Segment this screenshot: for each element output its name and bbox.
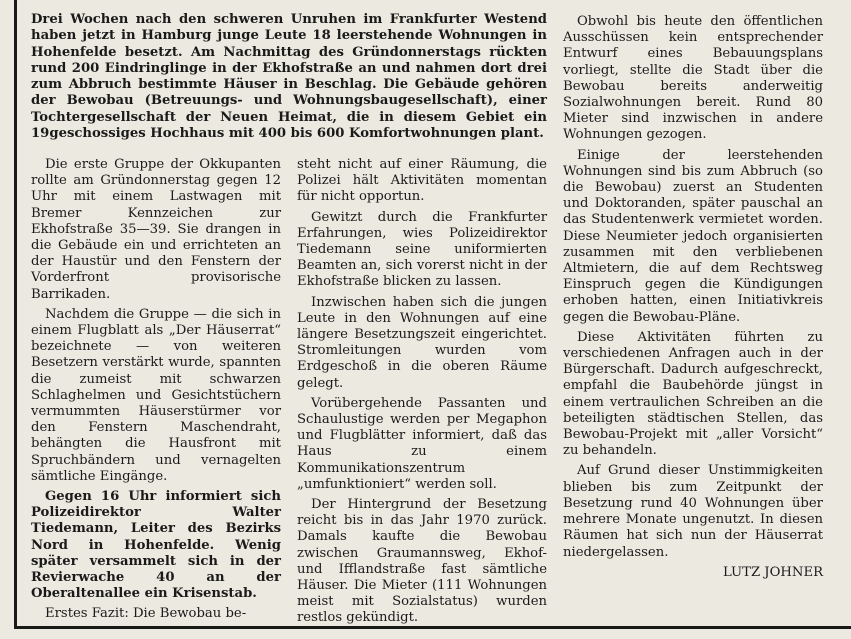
article-column-1 bbox=[31, 157, 281, 627]
paragraph: Inzwischen haben sich die jungen Leute in den Wohnungen auf eine längere Besetzungszeit eingerichtet. Stromleitungen wurden vom Erdgeschoß in die oberen Räume gelegt. bbox=[297, 294, 547, 391]
paragraph: Der Hintergrund der Besetzung reicht bis in das Jahr 1970 zurück. Damals kaufte die Bewobau zwischen Graumannsweg, Ekhof- und Ifflandstraße fast sämtliche Häuser. Die Mieter (111 Wohnungen meist mit Sozialstatus) wurden restlos gekündigt. bbox=[297, 497, 547, 626]
frame-left-rule bbox=[14, 0, 17, 629]
article-column-3 bbox=[563, 14, 823, 585]
article-column-2 bbox=[297, 157, 547, 631]
paragraph: Auf Grund dieser Unstimmigkeiten blieben bis zum Zeitpunkt der Besetzung rund 40 Wohnungen über mehrere Monate ungenutzt. In diesen Räumen hat sich nun der Häuserrat niedergelassen. bbox=[563, 463, 823, 560]
paragraph: Erstes Fazit: Die Bewobau be- bbox=[45, 606, 247, 622]
article-lead: Drei Wochen nach den schweren Unruhen im Frankfurter Westend haben jetzt in Hamburg junge Leute 18 leerstehende Wohnungen in Hohenfelde besetzt. Am Nachmittag des Gründonnerstags rückten rund 200 Eindringlinge in der Ekhofstraße an und nahmen dort drei zum Abbruch bestimmte Häuser in Beschlag. Die Gebäude gehören der Bewobau (Betreuungs- und Wohnungsbaugesellschaft), einer Tochtergesellschaft der Neuen Heimat, die in diesem Gebiet ein 19geschossiges Hochhaus mit 400 bis 600 Komfortwohnungen plant. bbox=[31, 12, 547, 142]
paragraph: steht nicht auf einer Räumung, die Polizei hält Aktivitäten momentan für nicht opportun. bbox=[297, 157, 547, 205]
paragraph: Obwohl bis heute den öffentlichen Ausschüssen kein entsprechender Entwurf eines Bebauungsplans vorliegt, stellte die Stadt über die Bewobau bereits anderweitig Sozialwohnungen bereit. Rund 80 Mieter sind inzwischen in andere Wohnungen gezogen. bbox=[563, 14, 823, 143]
paragraph: Diese Aktivitäten führten zu verschiedenen Anfragen auch in der Bürgerschaft. Dadurch aufgeschreckt, empfahl die Baubehörde jüngst in einem vertraulichen Schreiben an die beteiligten städtischen Stellen, das Bewobau-Projekt mit „aller Vorsicht“ zu behandeln. bbox=[563, 329, 823, 459]
paragraph: Einige der leerstehenden Wohnungen sind bis zum Abbruch (so die Bewobau) zuerst an Studenten und Doktoranden, später pauschal an das Studentenwerk vermietet worden. Diese Neumieter jedoch organisierten zusammen mit den verbliebenen Altmietern, die auf dem Rechtsweg Einspruch gegen die Kündigungen erhoben hatten, einen Initiativkreis gegen die Bewobau-Pläne. bbox=[563, 147, 823, 325]
paragraph: Vorübergehende Passanten und Schaulustige werden per Megaphon und Flugblätter informiert, daß das Haus zu einem Kommunikationszentrum „umfunktioniert“ werden soll. bbox=[297, 395, 547, 492]
paragraph: Nachdem die Gruppe — die sich in einem Flugblatt als „Der Häuserrat“ bezeichnete — von weiteren Besetzern verstärkt wurde, spannten die zumeist mit schwarzen Schlaghelmen und Gesichtstüchern vermummten Häuserstürmer vor den Fenstern Maschendraht, behängten die Hausfront mit Spruchbändern und vernagelten sämtliche Eingänge. bbox=[31, 306, 281, 484]
paragraph: Gewitzt durch die Frankfurter Erfahrungen, wies Polizeidirektor Tiedemann seine uniformierten Beamten an, sich vorerst nicht in der Ekhofstraße blicken zu lassen. bbox=[297, 209, 547, 290]
paragraph: Die erste Gruppe der Okkupanten rollte am Gründonnerstag gegen 12 Uhr mit einem Lastwagen mit Bremer Kennzeichen zur Ekhofstraße 35—39. Sie drangen in die Gebäude ein und errichteten an der Haustür und den Fenstern der Vorderfront provisorische Barrikaden. bbox=[31, 157, 281, 302]
author-byline: LUTZ JOHNER bbox=[723, 564, 823, 580]
paragraph: Gegen 16 Uhr informiert sich Polizeidirektor Walter Tiedemann, Leiter des Bezirks Nord in Hohenfelde. Wenig später versammelt sich in der Revierwache 40 an der Oberaltenallee ein Krisenstab. bbox=[31, 489, 281, 602]
